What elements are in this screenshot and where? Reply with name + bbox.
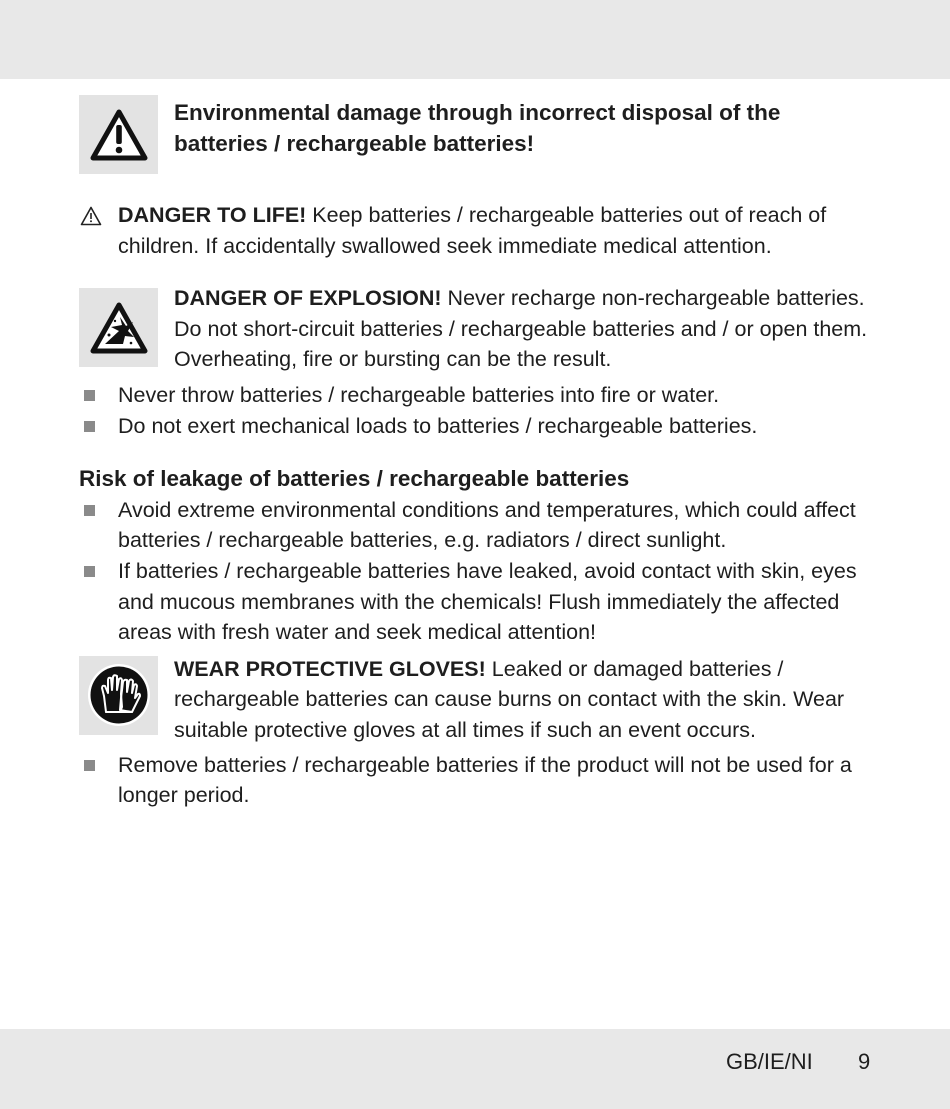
list-item: Avoid extreme environmental conditions and temperatures, which could affect batteries / rechargeable batteries, e.g. radiators / direct sunlight. — [79, 495, 879, 556]
explosion-warning-icon — [79, 288, 158, 367]
danger-to-life-text: Keep batteries / rechargeable batteries out of reach of children. If accidentally swallowed seek immediate medical attention. — [118, 203, 827, 258]
bullet-square-icon — [84, 421, 95, 432]
gloves-warning-text: Leaked or damaged batteries / rechargeable batteries can cause burns on contact with the skin. Wear suitable protective gloves at all times if such an event occurs. — [174, 656, 845, 742]
protective-gloves-icon — [79, 656, 158, 735]
small-warning-triangle-icon — [80, 206, 102, 226]
explosion-warning-text: Never recharge non-rechargeable batteries. Do not short-circuit batteries / rechargeable batteries and / or open them. Overheating, fire or bursting can be the result. — [174, 286, 868, 372]
environmental-warning-text: Environmental damage through incorrect disposal of the batteries / rechargeable batteries! — [174, 100, 781, 156]
list-item: Never throw batteries / rechargeable batteries into fire or water. — [79, 380, 879, 411]
protective-gloves-warning — [79, 654, 879, 746]
warning-triangle-icon — [79, 95, 158, 174]
danger-to-life-item — [79, 200, 879, 261]
environmental-warning — [79, 97, 879, 176]
leakage-heading: Risk of leakage of batteries / rechargeable batteries — [79, 466, 630, 492]
gloves-warning-label: WEAR PROTECTIVE GLOVES! — [174, 656, 486, 681]
bullet-square-icon — [84, 566, 95, 577]
page-number: 9 — [858, 1049, 871, 1074]
list-item: If batteries / rechargeable batteries have leaked, avoid contact with skin, eyes and mucous membranes with the chemicals! Flush immediately the affected areas with fresh water and seek medical attention! — [79, 556, 879, 648]
fire-list — [79, 380, 879, 441]
bullet-square-icon — [84, 390, 95, 401]
removal-list — [79, 750, 879, 811]
leakage-list — [79, 495, 879, 648]
bullet-square-icon — [84, 505, 95, 516]
top-band — [0, 0, 950, 79]
list-item: Do not exert mechanical loads to batteries / rechargeable batteries. — [79, 411, 879, 442]
bullet-square-icon — [84, 760, 95, 771]
explosion-warning — [79, 283, 879, 375]
page-content — [79, 97, 879, 811]
danger-to-life-label: DANGER TO LIFE! — [118, 203, 307, 227]
explosion-warning-label: DANGER OF EXPLOSION! — [174, 286, 442, 311]
list-item: Remove batteries / rechargeable batteries if the product will not be used for a longer period. — [79, 750, 879, 811]
footer-language-code: GB/IE/NI — [726, 1049, 813, 1074]
